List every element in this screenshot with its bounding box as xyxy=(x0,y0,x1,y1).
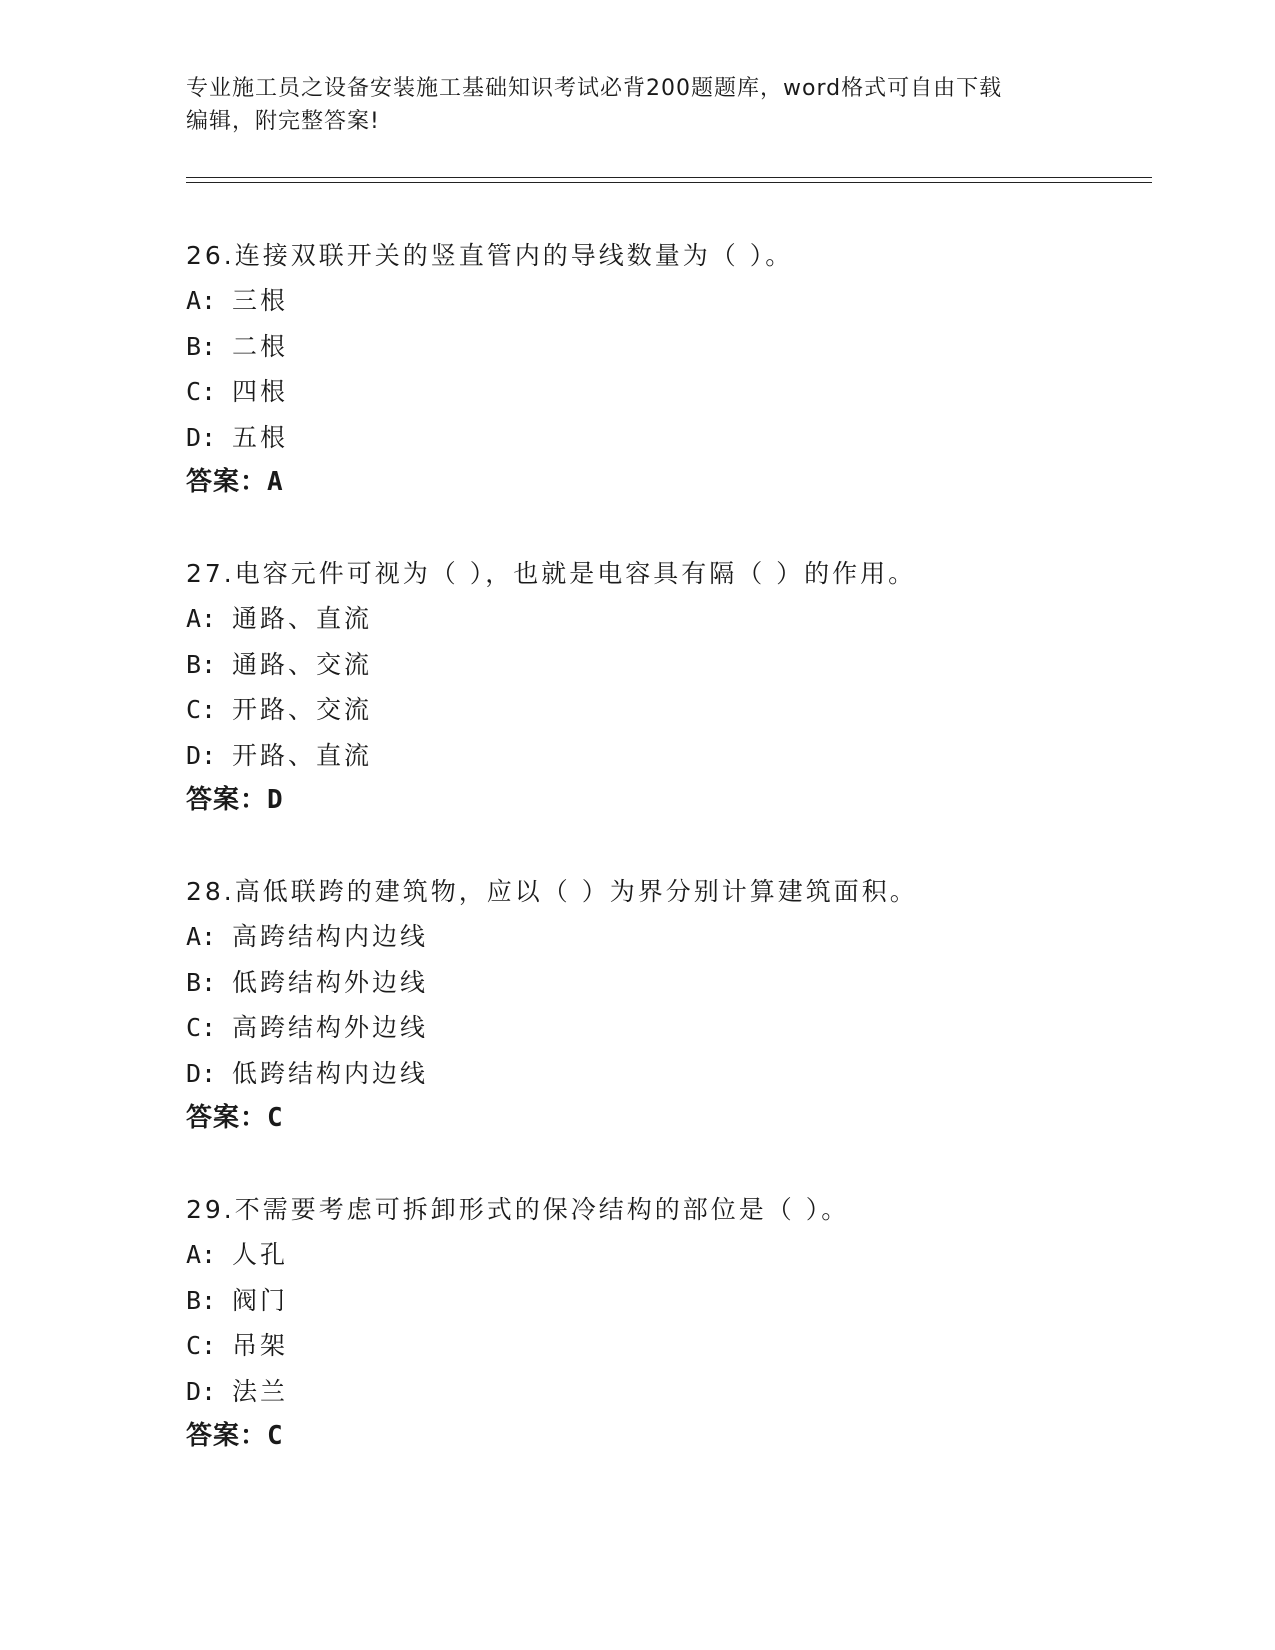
option-text: 四根 xyxy=(232,377,289,406)
option-text: 阀门 xyxy=(232,1285,289,1315)
option-a xyxy=(186,1232,1146,1278)
option-c xyxy=(186,369,1146,415)
answer-line xyxy=(186,778,1146,823)
option-letter: D: xyxy=(186,1058,217,1088)
answer-value: C xyxy=(267,1421,284,1451)
option-text: 通路、直流 xyxy=(232,604,373,633)
option-text: 开路、交流 xyxy=(232,695,373,724)
answer-label: 答案： xyxy=(186,1421,268,1451)
option-b xyxy=(186,960,1146,1006)
option-letter: C: xyxy=(186,377,217,406)
option-text: 法兰 xyxy=(232,1376,289,1406)
option-a xyxy=(186,278,1146,324)
question-stem: 26.连接双联开关的竖直管内的导线数量为（ ）。 xyxy=(186,241,794,270)
answer-value: D xyxy=(267,785,284,815)
option-letter: A: xyxy=(186,604,217,633)
option-d xyxy=(186,1051,1146,1097)
question-block xyxy=(186,233,1146,505)
option-b xyxy=(186,324,1146,370)
option-letter: C: xyxy=(186,1331,217,1360)
option-text: 五根 xyxy=(232,422,289,452)
header-line-2: 编辑，附完整答案! xyxy=(186,109,380,134)
option-c xyxy=(186,1005,1146,1051)
option-text: 高跨结构外边线 xyxy=(232,1013,429,1042)
answer-label: 答案： xyxy=(186,1103,268,1133)
option-c xyxy=(186,687,1146,733)
option-letter: A: xyxy=(186,922,217,951)
answer-label: 答案： xyxy=(186,785,268,815)
option-b xyxy=(186,1278,1146,1324)
option-letter: D: xyxy=(186,422,217,452)
option-text: 低跨结构外边线 xyxy=(232,967,429,997)
option-text: 开路、直流 xyxy=(232,740,373,770)
option-text: 三根 xyxy=(232,286,289,315)
option-letter: B: xyxy=(186,1285,217,1315)
option-text: 通路、交流 xyxy=(232,649,373,679)
option-a xyxy=(186,596,1146,642)
question-block xyxy=(186,1187,1146,1459)
header-line-1: 专业施工员之设备安装施工基础知识考试必背200题题库，word格式可自由下载 xyxy=(186,76,1003,101)
answer-value: C xyxy=(267,1103,284,1133)
answer-line xyxy=(186,1096,1146,1141)
question-stem: 27.电容元件可视为（ ），也就是电容具有隔（ ）的作用。 xyxy=(186,559,917,588)
option-text: 低跨结构内边线 xyxy=(232,1058,429,1088)
option-letter: C: xyxy=(186,695,217,724)
option-letter: C: xyxy=(186,1013,217,1042)
option-a xyxy=(186,914,1146,960)
answer-line xyxy=(186,1414,1146,1459)
option-letter: D: xyxy=(186,1376,217,1406)
option-text: 吊架 xyxy=(232,1331,289,1360)
option-d xyxy=(186,733,1146,779)
option-letter: A: xyxy=(186,286,217,315)
option-letter: B: xyxy=(186,649,217,679)
option-b xyxy=(186,642,1146,688)
option-letter: B: xyxy=(186,967,217,997)
question-block xyxy=(186,551,1146,823)
option-text: 高跨结构内边线 xyxy=(232,922,429,951)
option-letter: A: xyxy=(186,1240,217,1269)
option-letter: B: xyxy=(186,331,217,361)
answer-value: A xyxy=(267,467,284,497)
header-divider-bottom xyxy=(186,182,1152,183)
question-stem: 28.高低联跨的建筑物，应以（ ）为界分别计算建筑面积。 xyxy=(186,877,918,906)
option-d xyxy=(186,1369,1146,1415)
option-text: 二根 xyxy=(232,331,289,361)
option-text: 人孔 xyxy=(232,1240,289,1269)
question-block xyxy=(186,869,1146,1141)
answer-line xyxy=(186,460,1146,505)
option-c xyxy=(186,1323,1146,1369)
document-header xyxy=(186,72,1086,138)
option-d xyxy=(186,415,1146,461)
option-letter: D: xyxy=(186,740,217,770)
answer-label: 答案： xyxy=(186,467,268,497)
header-divider-top xyxy=(186,177,1152,178)
question-stem: 29.不需要考虑可拆卸形式的保冷结构的部位是（ ）。 xyxy=(186,1195,850,1224)
